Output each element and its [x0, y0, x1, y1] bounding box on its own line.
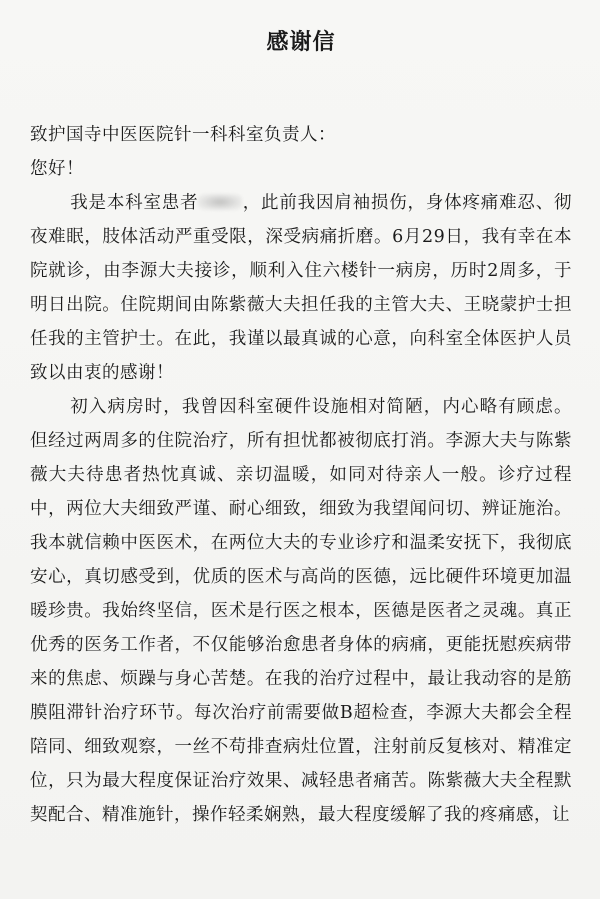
paragraph-intro-body: ，此前我因肩袖损伤，身体疼痛难忍、彻夜难眠，肢体活动严重受限，深受病痛折磨。6月29日，我有幸在本院就诊，由李源大夫接诊，顺利入住六楼针一病房，历时2周多，于明日出院。住院期间由陈紫薇大夫担任我的主管大夫、王晓蒙护士担任我的主管护士。在此，我谨以最真诚的心意，向科室全体医护人员致以由衷的感谢！ — [30, 193, 573, 383]
salutation-line: 您好！ — [30, 159, 84, 179]
letter-title: 感谢信 — [266, 30, 336, 55]
paragraph-intro — [30, 186, 572, 390]
paragraph-intro-lead: 我是本科室患者 — [70, 193, 199, 213]
recipient-line: 致护国寺中医医院针一科科室负责人： — [30, 125, 336, 145]
paragraph-treatment: 初入病房时，我曾因科室硬件设施相对简陋，内心略有顾虑。但经过两周多的住院治疗，所有担忧都被彻底打消。李源大夫与陈紫薇大夫待患者热忱真诚、亲切温暖，如同对待亲人一般。诊疗过程中，两位大夫细致严谨、耐心细致，细致为我望闻问切、辨证施治。我本就信赖中医医术，在两位大夫的专业诊疗和温柔安抚下，我彻底安心，真切感受到，优质的医术与高尚的医德，远比硬件环境更加温暖珍贵。我始终坚信，医术是行医之根本，医德是医者之灵魂。真正优秀的医务工作者，不仅能够治愈患者身体的病痛，更能抚慰疾病带来的焦虑、烦躁与身心苦楚。在我的治疗过程中，最让我动容的是筋膜阻滞针治疗环节。每次治疗前需要做B超检查，李源大夫都会全程陪同、细致观察，一丝不苟排查病灶位置，注射前反复核对、精准定位，只为最大程度保证治疗效果、减轻患者痛苦。陈紫薇大夫全程默契配合、精准施针，操作轻柔娴熟，最大程度缓解了我的疼痛感，让 — [30, 397, 572, 825]
redacted-patient-name — [198, 194, 242, 210]
